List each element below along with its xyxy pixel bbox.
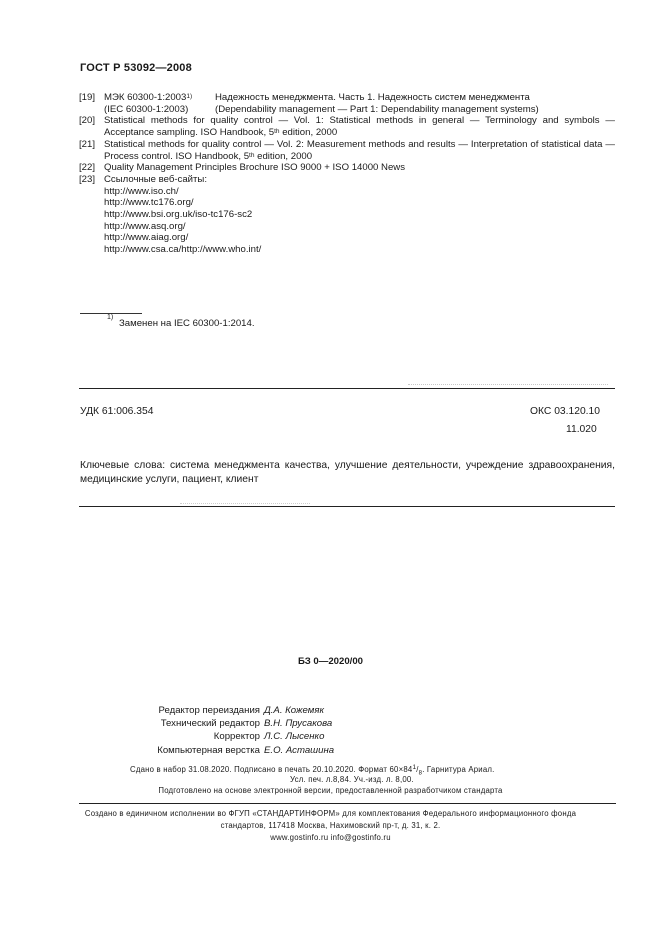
oks-code: ОКС 03.120.10 xyxy=(530,406,600,417)
footnote-text: Заменен на IEC 60300-1:2014. xyxy=(119,318,255,329)
divider-bottom xyxy=(79,506,615,507)
staff-name: В.Н. Прусакова xyxy=(264,718,333,730)
staff-role: Редактор переиздания xyxy=(158,705,260,716)
print-details-line2: Усл. печ. л.8,84. Уч.-изд. л. 8,00. xyxy=(290,775,414,784)
reference-title-en: (Dependability management — Part 1: Dependability management systems) xyxy=(215,103,539,115)
website-link[interactable]: http://www.bsi.org.uk/iso-tc176-sc2 xyxy=(104,209,253,221)
reference-21 xyxy=(79,139,615,162)
divider-publisher xyxy=(79,803,616,804)
staff-name: Д.А. Кожемяк xyxy=(264,705,324,716)
reference-23 xyxy=(79,174,615,256)
bibliography-list xyxy=(79,92,615,256)
staff-role: Корректор xyxy=(213,731,260,743)
reference-title-ru: Надежность менеджмента. Часть 1. Надежность систем менеджмента xyxy=(215,92,530,103)
divider-top xyxy=(79,388,615,389)
publisher-info: Создано в единичном исполнении во ФГУП «СТАНДАРТИНФОРМ» для комплектования Федерального информационного фонда стандартов, 117418 Москва, Нахимовский пр-т, д. 31, к. 2. www.gostinfo.ru info@gostinfo.ru xyxy=(84,809,577,842)
reference-text: Statistical methods for quality control — Vol. 2: Measurement methods and results — Interpretation of statistical data — Process control. ISO Handbook, 5th edition, 2000 xyxy=(104,138,615,162)
print-details-line3: Подготовлено на основе электронной версии, предоставленной разработчиком стандарта xyxy=(158,786,503,795)
footnote-mark: 1) xyxy=(107,314,114,321)
reference-number: [22] xyxy=(79,162,96,174)
reference-number: [20] xyxy=(79,115,96,127)
keywords: Ключевые слова: система менеджмента качества, улучшение деятельности, учреждение здравоохранения, медицинские услуги, пациент, клиент xyxy=(80,460,615,485)
websites-title: Ссылочные веб-сайты: xyxy=(104,173,207,185)
reference-number: [23] xyxy=(79,173,96,185)
staff-name: Л.С. Лысенко xyxy=(264,731,325,743)
reference-text: Statistical methods for quality control — Vol. 1: Statistical methods in general — Terminology and symbols — Acceptance sampling. ISO Handbook, 5th edition, 2000 xyxy=(104,115,615,139)
website-link[interactable]: http://www.csa.ca/http://www.who.int/ xyxy=(104,244,262,256)
reference-number: [21] xyxy=(79,138,96,150)
udk-code: УДК 61:006.354 xyxy=(80,406,154,417)
reference-text: Quality Management Principles Brochure ISO 9000 + ISO 14000 News xyxy=(104,162,406,174)
print-details-line1: Сдано в набор 31.08.2020. Подписано в печать 20.10.2020. Формат $60\times 84^1/_8$. Гарнитура Ариал. xyxy=(130,764,495,777)
staff-role: Технический редактор xyxy=(160,718,260,730)
reference-number: [19] xyxy=(79,92,96,103)
website-link[interactable]: http://www.iso.ch/ xyxy=(104,185,179,197)
editorial-staff xyxy=(110,704,334,757)
page-header-standard-id: ГОСТ Р 53092—2008 xyxy=(80,62,192,74)
reference-20 xyxy=(79,115,615,138)
reference-code-en: (IEC 60300-1:2003) xyxy=(104,103,189,115)
staff-name: Е.О. Асташина xyxy=(264,744,335,756)
website-link[interactable]: http://www.asq.org/ xyxy=(104,220,186,232)
reference-19 xyxy=(79,92,615,115)
reference-code: МЭК 60300-1:2003 xyxy=(104,92,187,103)
footnote-ref: 1) xyxy=(186,93,193,100)
website-link[interactable]: http://www.tc176.org/ xyxy=(104,197,194,209)
website-link[interactable]: http://www.aiag.org/ xyxy=(104,232,189,244)
staff-role: Компьютерная верстка xyxy=(157,744,260,756)
reference-22 xyxy=(79,162,615,174)
bz-number: БЗ 0—2020/00 xyxy=(297,656,364,667)
oks-code-2: 11.020 xyxy=(566,424,597,435)
